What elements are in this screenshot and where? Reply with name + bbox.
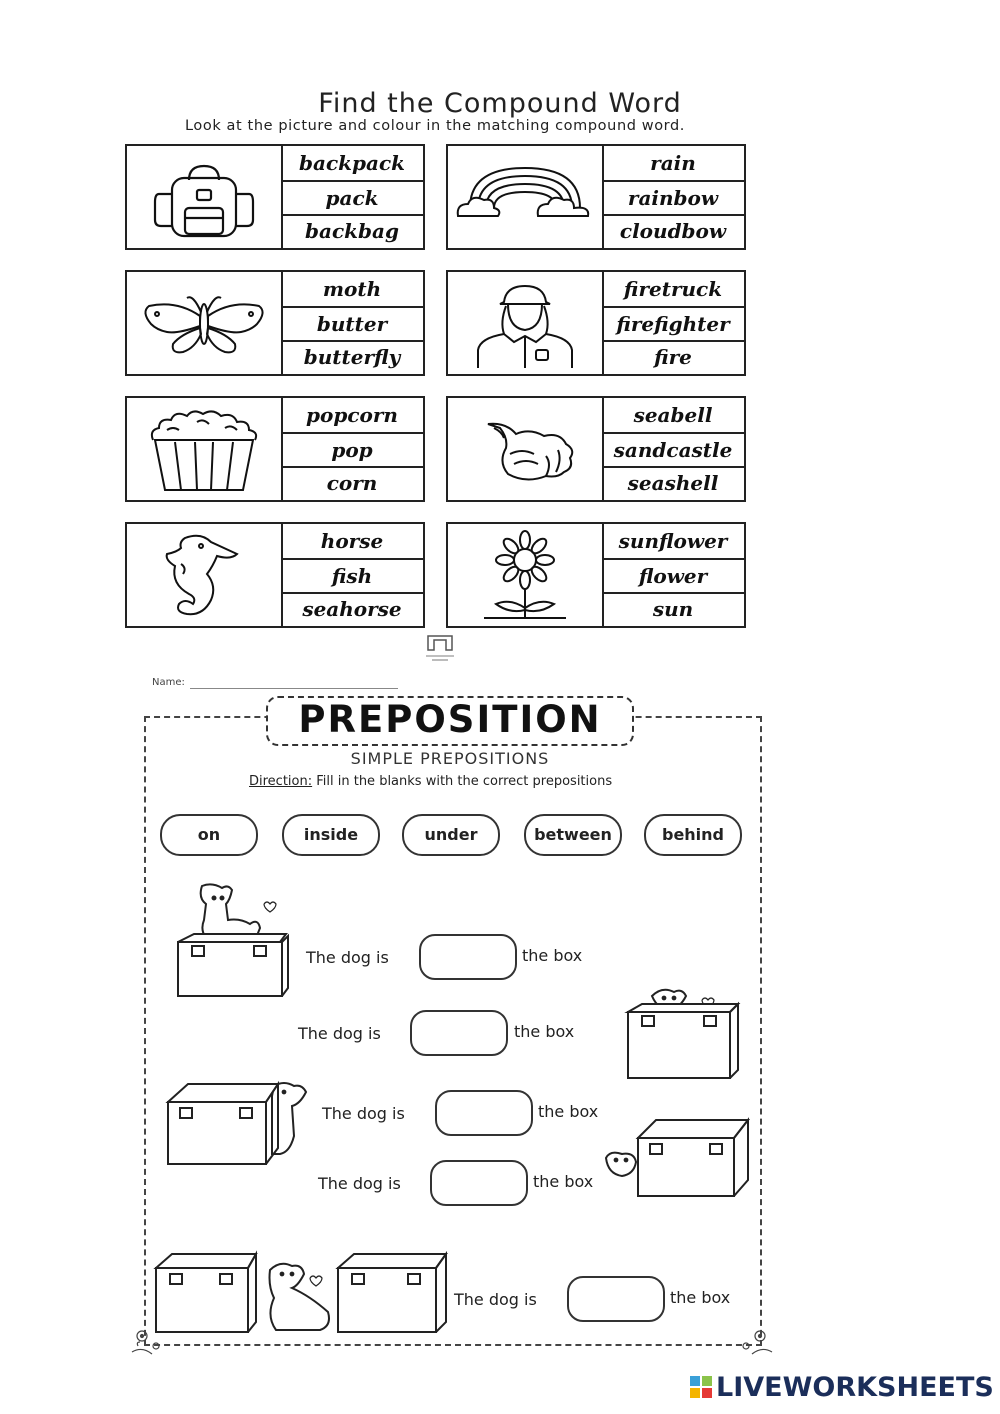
- word-option[interactable]: sunflower: [618, 529, 728, 553]
- word-card-rainbow: [446, 144, 746, 250]
- sentence-3-end: the box: [538, 1102, 599, 1121]
- word-option[interactable]: rain: [650, 151, 696, 175]
- school-logo-icon: [420, 632, 460, 664]
- firefighter-icon: [448, 272, 604, 374]
- word-option[interactable]: fire: [654, 345, 692, 369]
- word-option[interactable]: backbag: [305, 219, 399, 243]
- word-option[interactable]: fish: [281, 558, 423, 594]
- dog-inside-box-illustration: [622, 982, 744, 1082]
- word-option[interactable]: firefighter: [602, 306, 744, 342]
- seashell-icon: [448, 398, 604, 500]
- name-label: Name:: [152, 677, 185, 688]
- liveworksheets-brand-text: LIVEWORKSHEETS: [716, 1372, 994, 1403]
- word-option[interactable]: seashell: [627, 471, 719, 495]
- sentence-4-start: The dog is: [318, 1174, 401, 1193]
- sentence-1-end: the box: [522, 946, 583, 965]
- corner-flower-icon: [128, 1324, 168, 1360]
- word-option[interactable]: pack: [281, 180, 423, 216]
- word-card-seashell: [446, 396, 746, 502]
- word-option[interactable]: popcorn: [306, 403, 398, 427]
- sentence-4-end: the box: [533, 1172, 594, 1191]
- word-card-sunflower: [446, 522, 746, 628]
- word-option[interactable]: pop: [281, 432, 423, 468]
- word-option[interactable]: seabell: [633, 403, 713, 427]
- preposition-subtitle: SIMPLE PREPOSITIONS: [350, 749, 550, 768]
- dog-on-box-illustration: [168, 880, 298, 1000]
- direction-body: Fill in the blanks with the correct prepositions: [312, 774, 613, 789]
- answer-blank-5[interactable]: [567, 1276, 665, 1322]
- word-option[interactable]: flower: [602, 558, 744, 594]
- liveworksheets-logo[interactable]: [690, 1372, 994, 1403]
- word-option[interactable]: rainbow: [602, 180, 744, 216]
- option-on[interactable]: on: [160, 814, 258, 856]
- word-option[interactable]: backpack: [299, 151, 405, 175]
- sunflower-icon: [448, 524, 604, 626]
- worksheet-title: Find the Compound Word: [318, 88, 682, 119]
- word-card-firefighter: [446, 270, 746, 376]
- rainbow-icon: [448, 146, 604, 248]
- sentence-2-start: The dog is: [298, 1024, 381, 1043]
- word-card-seahorse: [125, 522, 425, 628]
- option-between[interactable]: between: [524, 814, 622, 856]
- word-option[interactable]: horse: [320, 529, 384, 553]
- answer-blank-4[interactable]: [430, 1160, 528, 1206]
- butterfly-icon: [127, 272, 283, 374]
- dog-behind-box-illustration: [162, 1076, 312, 1172]
- sentence-3-start: The dog is: [322, 1104, 405, 1123]
- answer-blank-2[interactable]: [410, 1010, 508, 1056]
- sentence-1-start: The dog is: [306, 948, 389, 967]
- word-card-backpack: [125, 144, 425, 250]
- word-option[interactable]: cloudbow: [619, 219, 727, 243]
- sentence-2-end: the box: [514, 1022, 575, 1041]
- corner-flower-icon: [736, 1324, 776, 1360]
- answer-blank-1[interactable]: [419, 934, 517, 980]
- option-inside[interactable]: inside: [282, 814, 380, 856]
- direction-text: [249, 774, 612, 789]
- seahorse-icon: [127, 524, 283, 626]
- word-option[interactable]: butter: [281, 306, 423, 342]
- word-option[interactable]: corn: [326, 471, 378, 495]
- sentence-5-end: the box: [670, 1288, 731, 1307]
- popcorn-icon: [127, 398, 283, 500]
- answer-blank-3[interactable]: [435, 1090, 533, 1136]
- word-option[interactable]: moth: [322, 277, 382, 301]
- word-card-popcorn: [125, 396, 425, 502]
- word-option[interactable]: sun: [652, 597, 694, 621]
- sentence-5-start: The dog is: [454, 1290, 537, 1309]
- direction-label: Direction:: [249, 774, 313, 789]
- dog-under-box-illustration: [600, 1116, 752, 1200]
- worksheet-instruction: Look at the picture and colour in the matching compound word.: [184, 118, 685, 134]
- backpack-icon: [127, 146, 283, 248]
- word-option[interactable]: firetruck: [623, 277, 723, 301]
- word-option[interactable]: sandcastle: [602, 432, 744, 468]
- word-card-butterfly: [125, 270, 425, 376]
- word-option[interactable]: seahorse: [302, 597, 402, 621]
- option-behind[interactable]: behind: [644, 814, 742, 856]
- word-option[interactable]: butterfly: [303, 345, 401, 369]
- name-field-line: [190, 688, 398, 689]
- liveworksheets-logo-icon: [690, 1376, 712, 1398]
- dog-between-boxes-illustration: [152, 1246, 452, 1338]
- option-under[interactable]: under: [402, 814, 500, 856]
- preposition-title: PREPOSITION: [298, 698, 602, 741]
